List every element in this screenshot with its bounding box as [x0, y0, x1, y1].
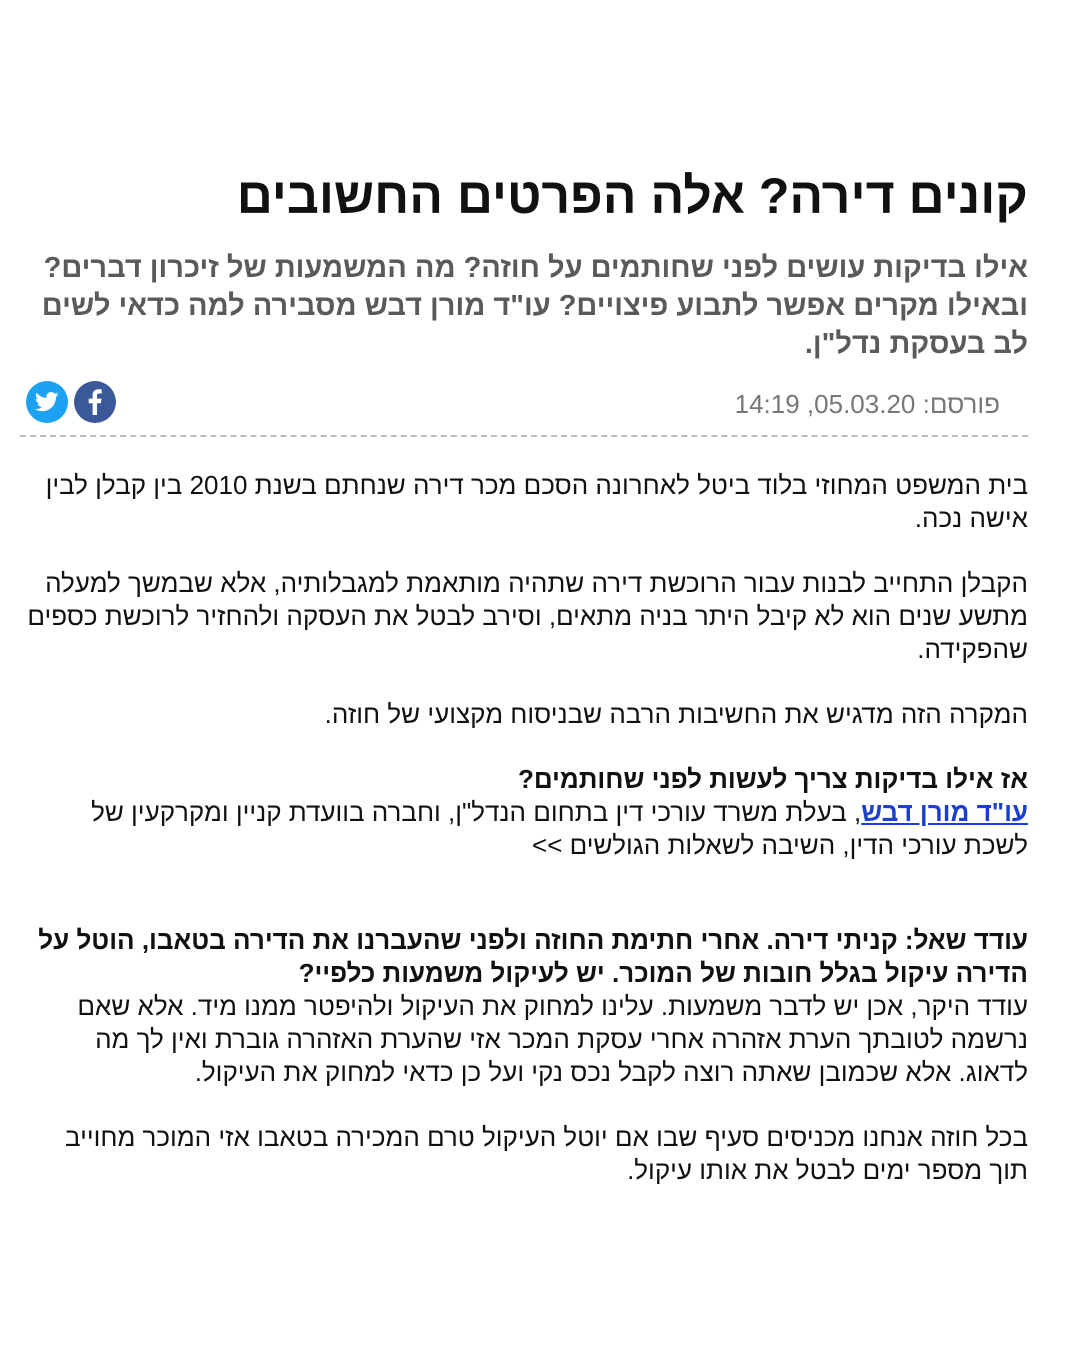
- twitter-icon[interactable]: [26, 381, 68, 423]
- published-info: [735, 389, 1000, 420]
- paragraph-3: המקרה הזה מדגיש את החשיבות הרבה שבניסוח מקצועי של חוזה.: [324, 699, 1028, 729]
- qa-intro: [20, 763, 1028, 862]
- spacer: [20, 894, 1028, 924]
- paragraph-2: הקבלן התחייב לבנות עבור הרוכשת דירה שתהיה מותאמת למגבלותיה, אלא שבמשך למעלה מתשע שנים הוא לא קיבל היתר בניה מתאים, וסירב לבטל את העסקה ולהחזיר לרוכשת כספים שהפקידה.: [27, 568, 1028, 664]
- published-label: פורסם:: [922, 389, 1000, 419]
- question-1: עודד שאל: קניתי דירה. אחרי חתימת החוזה ולפני שהעברנו את הדירה בטאבו, הוטל על הדירה עיקול בגלל חובות של המוכר. יש לעיקול משמעות כלפיי?: [38, 925, 1028, 988]
- paragraph-4: בכל חוזה אנחנו מכניסים סעיף שבו אם יוטל העיקול טרם המכירה בטאבו אזי המוכר מחוייב תוך מספר ימים לבטל את אותו עיקול.: [65, 1122, 1028, 1185]
- author-description: , בעלת משרד עורכי דין בתחום הנדל"ן, וחברה בוועדת קניין ומקרקעין של לשכת עורכי הדין, השיבה לשאלות הגולשים >>: [91, 797, 1028, 860]
- meta-row: [20, 379, 1028, 429]
- qa-heading: אז אילו בדיקות צריך לעשות לפני שחותמים?: [517, 764, 1028, 794]
- article-title: קונים דירה? אלה הפרטים החשובים: [236, 168, 1028, 224]
- author-link[interactable]: עו"ד מורן דבש: [861, 797, 1028, 827]
- dashed-divider: [20, 435, 1028, 437]
- article-body: [20, 469, 1028, 1187]
- answer-1: עודד היקר, אכן יש לדבר משמעות. עלינו למחוק את העיקול ולהיפטר ממנו מיד. אלא שאם נרשמה לטובתך הערת אזהרה אחרי עסקת המכר אזי שהערת האזהרה גוברת ואין לך מה לדאוג. אלא שכמובן שאתה רוצה לקבל נכס נקי ועל כן כדאי למחוק את העיקול.: [77, 991, 1028, 1087]
- published-date: 05.03.20, 14:19: [734, 389, 916, 419]
- article-subtitle: אילו בדיקות עושים לפני שחותמים על חוזה? מה המשמעות של זיכרון דברים? ובאילו מקרים אפשר לתבוע פיצויים? עו"ד מורן דבש מסבירה למה כדאי לשים לב בעסקת נדל"ן.: [41, 252, 1028, 360]
- article: [20, 165, 1028, 1219]
- qa-item-1: [20, 924, 1028, 1089]
- social-share: [26, 381, 116, 423]
- paragraph-1: בית המשפט המחוזי בלוד ביטל לאחרונה הסכם מכר דירה שנחתם בשנת 2010 בין קבלן לבין אישה נכה.: [45, 470, 1028, 533]
- facebook-icon[interactable]: [74, 381, 116, 423]
